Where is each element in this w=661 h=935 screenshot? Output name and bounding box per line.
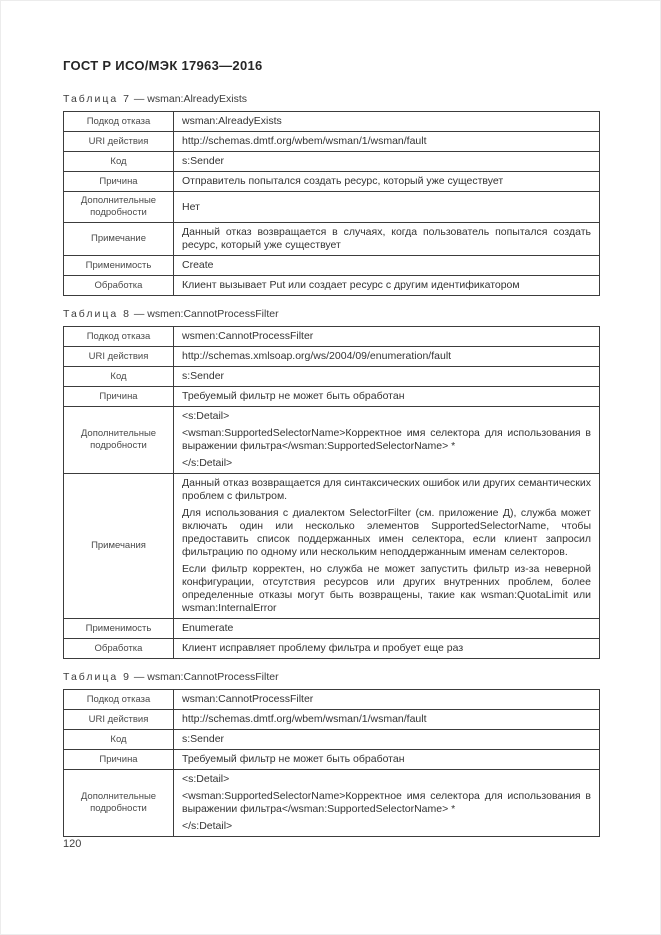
value-paragraph: </s:Detail>	[182, 820, 233, 832]
table-row	[64, 347, 600, 367]
row-label-cell: Код	[64, 367, 174, 387]
row-value-cell	[174, 710, 600, 730]
value-paragraph: </s:Detail>	[182, 457, 233, 469]
row-value-cell	[174, 172, 600, 192]
table-row	[64, 710, 600, 730]
row-label-cell: Примечание	[64, 223, 174, 256]
table-caption-title: — wsman:AlreadyExists	[133, 93, 248, 105]
table-row	[64, 152, 600, 172]
value-paragraph: http://schemas.dmtf.org/wbem/wsman/1/wsman/fault	[182, 135, 427, 147]
value-paragraph: s:Sender	[182, 370, 225, 382]
row-value-cell	[174, 770, 600, 837]
table-row	[64, 730, 600, 750]
row-value-cell	[174, 407, 600, 474]
table-row	[64, 172, 600, 192]
row-label-cell: Применимость	[64, 619, 174, 639]
table-caption-title: — wsmen:CannotProcessFilter	[133, 308, 279, 320]
row-value-cell	[174, 132, 600, 152]
value-paragraph: <wsman:SupportedSelectorName>Корректное имя селектора для использования в выражении фильтра</wsman:SupportedSelectorName> *	[182, 790, 591, 815]
tables-container	[63, 93, 600, 837]
fault-table-section	[63, 308, 600, 659]
value-paragraph: Для использования с диалектом SelectorFilter (см. приложение Д), служба может включать один или несколько элементов SupportedSelectorName, чтобы предоставить список поддержанных имен селектора, если клиент запросил фильтрацию по одному или нескольким неподдержанным именам селекторов.	[182, 507, 591, 558]
table-row	[64, 639, 600, 659]
row-label-cell: Дополнительные подробности	[64, 770, 174, 837]
value-paragraph: Требуемый фильтр не может быть обработан	[182, 390, 405, 402]
row-label-cell: Подкод отказа	[64, 327, 174, 347]
row-label-cell: Код	[64, 152, 174, 172]
row-value-cell	[174, 750, 600, 770]
page-number: 120	[63, 838, 82, 850]
value-paragraph: Create	[182, 259, 214, 271]
value-paragraph: s:Sender	[182, 733, 225, 745]
row-label-cell: Дополнительные подробности	[64, 407, 174, 474]
row-label-cell: URI действия	[64, 710, 174, 730]
row-value-cell	[174, 619, 600, 639]
table-row	[64, 276, 600, 296]
value-paragraph: http://schemas.xmlsoap.org/ws/2004/09/enumeration/fault	[182, 350, 452, 362]
table-row	[64, 367, 600, 387]
fault-table	[63, 326, 600, 659]
table-caption-label: Таблица 8	[63, 308, 131, 320]
row-value-cell	[174, 367, 600, 387]
table-caption	[63, 93, 600, 106]
row-value-cell	[174, 690, 600, 710]
row-value-cell	[174, 387, 600, 407]
value-paragraph: Данный отказ возвращается для синтаксических ошибок или других семантических проблем с фильтром.	[182, 477, 591, 502]
value-paragraph: Если фильтр корректен, но служба не может запустить фильтр из-за неверной конфигурации, отсутствия ресурсов или других внутренних проблем, более определенные отказы могут быть возвращены, такие как wsman:QuotaLimit или wsman:InternalError	[182, 563, 591, 614]
row-label-cell: Обработка	[64, 276, 174, 296]
row-label-cell: Причина	[64, 750, 174, 770]
table-caption-label: Таблица 7	[63, 93, 131, 105]
table-row	[64, 256, 600, 276]
table-row	[64, 387, 600, 407]
row-value-cell	[174, 730, 600, 750]
row-label-cell: URI действия	[64, 347, 174, 367]
table-row	[64, 192, 600, 223]
value-paragraph: wsman:AlreadyExists	[182, 115, 282, 127]
fault-table	[63, 689, 600, 837]
table-row	[64, 132, 600, 152]
table-caption-label: Таблица 9	[63, 671, 131, 683]
row-value-cell	[174, 347, 600, 367]
table-row	[64, 474, 600, 619]
value-paragraph: Данный отказ возвращается в случаях, когда пользователь попытался создать ресурс, который уже существует	[182, 226, 591, 251]
value-paragraph: s:Sender	[182, 155, 225, 167]
value-paragraph: Клиент вызывает Put или создает ресурс с другим идентификатором	[182, 279, 520, 291]
fault-table-section	[63, 93, 600, 296]
table-caption	[63, 308, 600, 321]
table-row	[64, 770, 600, 837]
value-paragraph: Отправитель попытался создать ресурс, который уже существует	[182, 175, 504, 187]
row-value-cell	[174, 276, 600, 296]
row-label-cell: Код	[64, 730, 174, 750]
table-row	[64, 619, 600, 639]
fault-table-section	[63, 671, 600, 837]
value-paragraph: <s:Detail>	[182, 410, 230, 422]
table-row	[64, 327, 600, 347]
document-header: ГОСТ Р ИСО/МЭК 17963—2016	[63, 58, 263, 73]
fault-table	[63, 111, 600, 296]
table-caption	[63, 671, 600, 684]
row-label-cell: Причина	[64, 387, 174, 407]
row-value-cell	[174, 152, 600, 172]
row-label-cell: Дополнительные подробности	[64, 192, 174, 223]
value-paragraph: Нет	[182, 200, 200, 213]
value-paragraph: wsmen:CannotProcessFilter	[182, 330, 314, 342]
value-paragraph: Клиент исправляет проблему фильтра и пробует еще раз	[182, 642, 464, 654]
row-label-cell: URI действия	[64, 132, 174, 152]
row-value-cell	[174, 223, 600, 256]
table-row	[64, 690, 600, 710]
row-value-cell	[174, 112, 600, 132]
row-value-cell	[174, 639, 600, 659]
value-paragraph: http://schemas.dmtf.org/wbem/wsman/1/wsman/fault	[182, 713, 427, 725]
table-row	[64, 112, 600, 132]
table-row	[64, 407, 600, 474]
row-value-cell	[174, 256, 600, 276]
row-label-cell: Подкод отказа	[64, 690, 174, 710]
table-row	[64, 750, 600, 770]
table-row	[64, 223, 600, 256]
row-value-cell	[174, 327, 600, 347]
row-value-cell	[174, 474, 600, 619]
value-paragraph: wsman:CannotProcessFilter	[182, 693, 314, 705]
value-paragraph: Enumerate	[182, 622, 234, 634]
table-caption-title: — wsman:CannotProcessFilter	[133, 671, 279, 683]
row-label-cell: Применимость	[64, 256, 174, 276]
row-label-cell: Обработка	[64, 639, 174, 659]
value-paragraph: <s:Detail>	[182, 773, 230, 785]
value-paragraph: <wsman:SupportedSelectorName>Корректное имя селектора для использования в выражении фильтра</wsman:SupportedSelectorName> *	[182, 427, 591, 452]
row-label-cell: Подкод отказа	[64, 112, 174, 132]
row-value-cell	[174, 192, 600, 223]
value-paragraph: Требуемый фильтр не может быть обработан	[182, 753, 405, 765]
row-label-cell: Примечания	[64, 474, 174, 619]
row-label-cell: Причина	[64, 172, 174, 192]
